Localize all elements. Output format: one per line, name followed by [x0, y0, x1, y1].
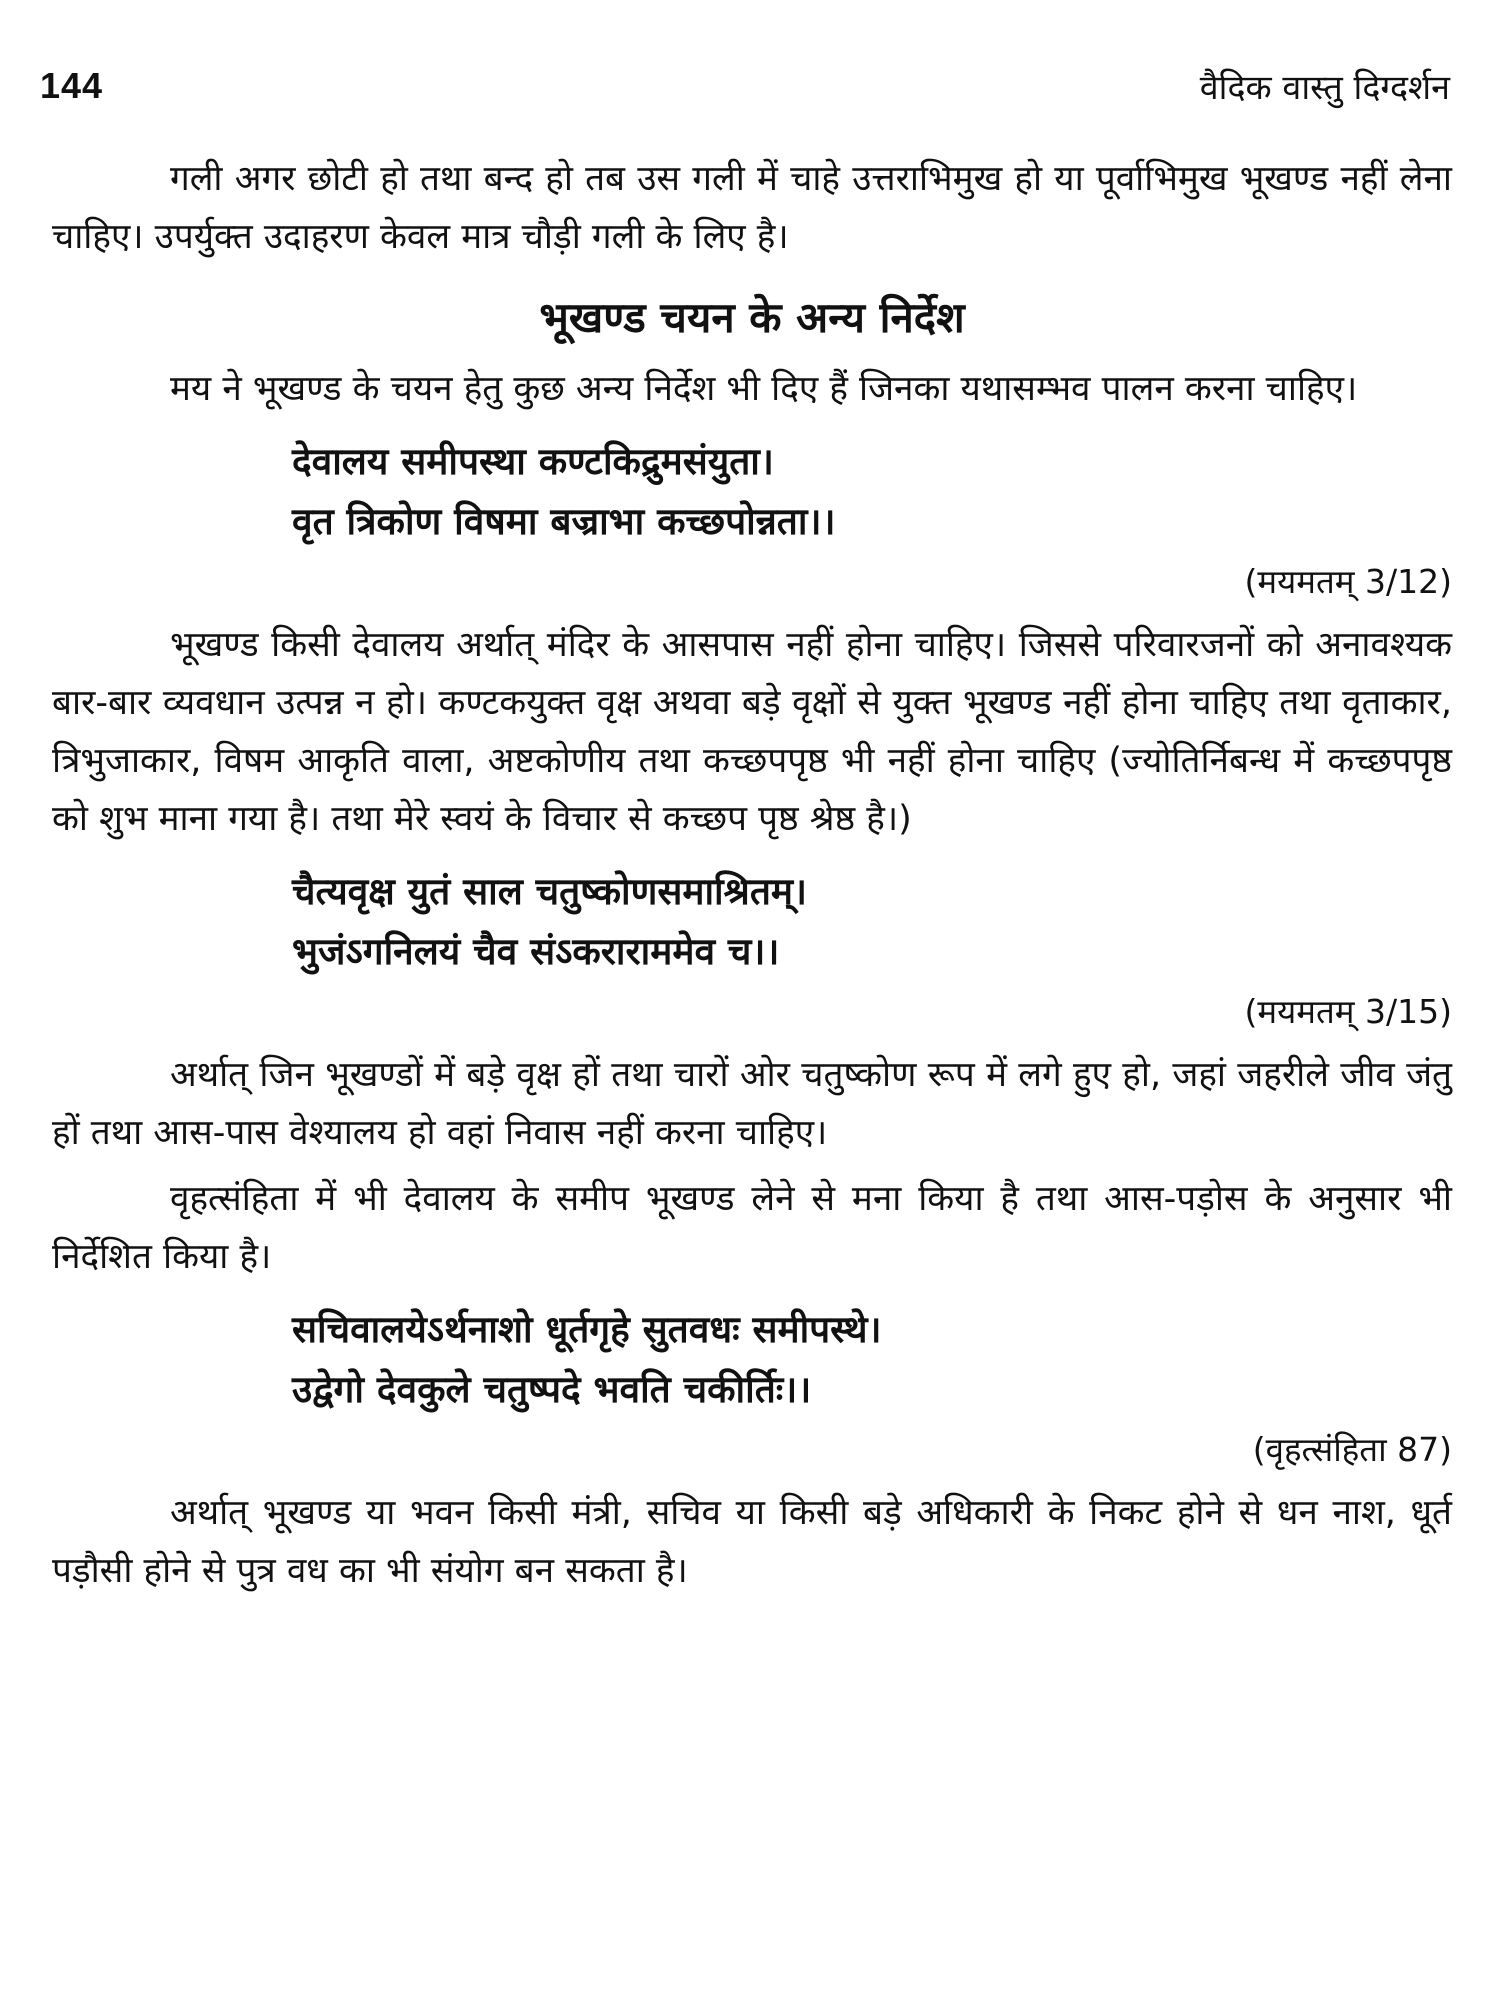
verse-3: [292, 1300, 1452, 1420]
verse-1-line-1: देवालय समीपस्था कण्टकिद्रुमसंयुता।: [292, 440, 774, 483]
verse-3-line-1: सचिवालयेऽर्थनाशो धूर्तगृहे सुतवधः समीपस्थे।: [292, 1308, 882, 1351]
paragraph-gap: [52, 1162, 1452, 1170]
paragraph-1: गली अगर छोटी हो तथा बन्द हो तब उस गली में चाहे उत्तराभिमुख हो या पूर्वाभिमुख भूखण्ड नहीं लेना चाहिए। उपर्युक्त उदाहरण केवल मात्र चौड़ी गली के लिए है।: [52, 159, 1452, 257]
verse-1-line-2: वृत त्रिकोण विषमा बज्राभा कच्छपोन्नता।।: [292, 500, 836, 543]
paragraph-3: भूखण्ड किसी देवालय अर्थात् मंदिर के आसपास नहीं होना चाहिए। जिससे परिवारजनों को अनावश्यक बार-बार व्यवधान उत्पन्न न हो। कण्टकयुक्त वृक्ष अथवा बड़े वृक्षों से युक्त भूखण्ड नहीं होना चाहिए तथा वृताकार, त्रिभुजाकार, विषम आकृति वाला, अष्टकोणीय तथा कच्छपपृष्ठ भी नहीं होना चाहिए (ज्योतिर्निबन्ध में कच्छपपृष्ठ को शुभ माना गया है। तथा मेरे स्वयं के विचार से कच्छप पृष्ठ श्रेष्ठ है।): [52, 625, 1452, 839]
verse-2-citation: (मयमतम् 3/15): [1244, 992, 1452, 1031]
verse-1-citation: (मयमतम् 3/12): [1244, 562, 1452, 601]
page-header: [40, 56, 1450, 116]
verse-3-citation: (वृहत्संहिता 87): [1252, 1430, 1452, 1469]
verse-1: [292, 432, 1452, 552]
verse-2: [292, 862, 1452, 982]
verse-2-line-1: चैत्यवृक्ष युतं साल चतुष्कोणसमाश्रितम्।: [292, 870, 808, 913]
paragraph-6: अर्थात् भूखण्ड या भवन किसी मंत्री, सचिव या किसी बड़े अधिकारी के निकट होने से धन नाश, धूर्त पड़ौसी होने से पुत्र वध का भी संयोग बन सकता है।: [52, 1493, 1452, 1591]
verse-2-line-2: भुजंऽगनिलयं चैव संऽकराराममेव च।।: [292, 930, 780, 973]
running-title: वैदिक वास्तु दिग्दर्शन: [1199, 68, 1450, 108]
section-heading: भूखण्ड चयन के अन्य निर्देश: [539, 293, 965, 342]
paragraph-4: अर्थात् जिन भूखण्डों में बड़े वृक्ष हों तथा चारों ओर चतुष्कोण रूप में लगे हुए हो, जहां जहरीले जीव जंतु हों तथा आस-पास वेश्यालय हो वहां निवास नहीं करना चाहिए।: [52, 1055, 1452, 1153]
page-number: 144: [40, 65, 104, 106]
page-body: [52, 150, 1452, 1600]
paragraph-2: मय ने भूखण्ड के चयन हेतु कुछ अन्य निर्देश भी दिए हैं जिनका यथासम्भव पालन करना चाहिए।: [170, 369, 1358, 409]
paragraph-5: वृहत्संहिता में भी देवालय के समीप भूखण्ड लेने से मना किया है तथा आस-पड़ोस के अनुसार भी निर्देशित किया है।: [52, 1179, 1452, 1277]
verse-3-line-2: उद्वेगो देवकुले चतुष्पदे भवति चकीर्तिः।।: [292, 1368, 812, 1411]
